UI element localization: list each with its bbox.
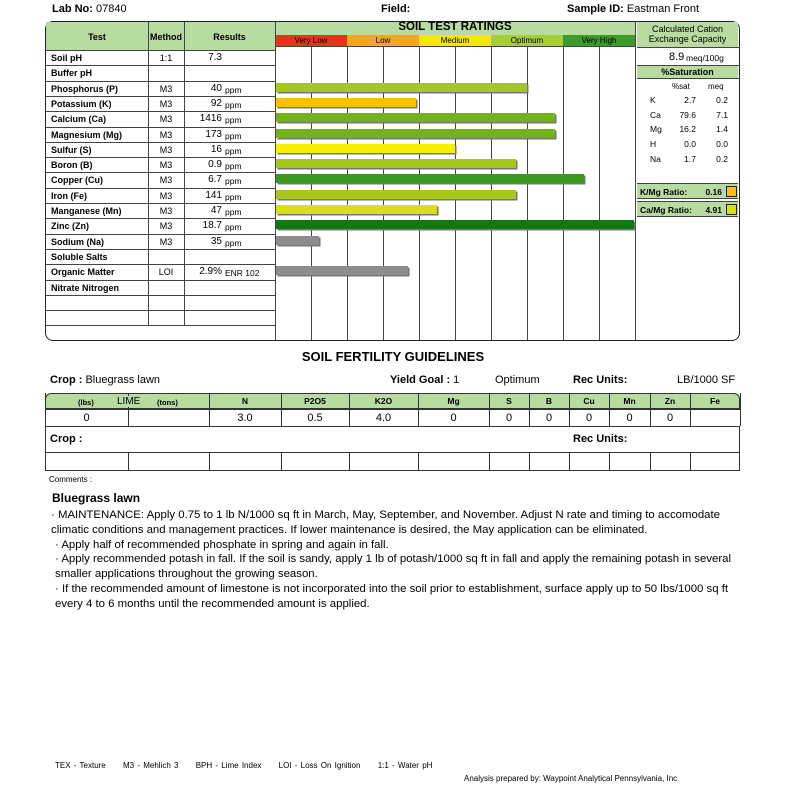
kmg-ratio-label: K/Mg Ratio:	[640, 187, 688, 197]
cation-sat: 16.2	[679, 124, 696, 135]
test-name: Sodium (Na)	[51, 236, 104, 247]
crop2-box	[45, 426, 740, 471]
recommendation-value: 3.0	[237, 412, 253, 424]
cation-sat: 1.7	[684, 153, 696, 164]
test-unit: ppm	[225, 207, 242, 217]
test-method: M3	[159, 236, 173, 247]
test-method: M3	[159, 144, 173, 155]
prepared-by: Analysis prepared by: Waypoint Analytical Pennsylvania, Inc	[464, 774, 678, 783]
test-method: LOI	[158, 267, 174, 278]
test-name: Potassium (K)	[51, 98, 112, 109]
cation-meq: 7.1	[716, 109, 728, 120]
comment-paragraph: · If the recommended amount of limestone is not incorporated into the soil prior to establishment, surface apply up to 50 lbs/1000 sq ft every 4 to 6 months until the recommended amount is applied.	[55, 582, 729, 610]
nutrient-header-mn: Mn	[623, 396, 636, 406]
test-value: 18.7	[202, 220, 222, 232]
lime-label: LIME	[117, 396, 141, 407]
nutrient-header-mg: Mg	[447, 396, 460, 406]
cation-sat: 79.6	[679, 109, 696, 120]
cation-name: H	[650, 139, 657, 150]
cation-meq: 0.2	[716, 153, 728, 164]
col-sat: %sat	[672, 82, 690, 91]
test-value: 173	[205, 128, 222, 140]
recommendation-value: 0	[666, 412, 674, 424]
test-unit: ppm	[225, 176, 242, 187]
test-value: 35	[210, 235, 222, 247]
cec-title-line2: Exchange Capacity	[648, 34, 727, 44]
crop2-label: Crop :	[50, 433, 83, 445]
lab-no-label: Lab No:	[52, 3, 93, 15]
test-value: 7.3	[208, 52, 222, 63]
test-method: M3	[159, 98, 173, 109]
test-value: 16	[210, 143, 222, 155]
test-unit: ENR 102	[225, 268, 260, 279]
comments-body	[51, 508, 743, 612]
rating-scale-very-high: Very High	[563, 35, 635, 46]
cation-name: Ca	[650, 109, 661, 120]
guidelines-title: SOIL FERTILITY GUIDELINES	[301, 349, 485, 364]
cation-sat: 2.7	[684, 95, 696, 105]
rec-units-label: Rec Units:	[573, 374, 628, 386]
lime-tons: (tons)	[157, 398, 178, 407]
recommendation-value: 0	[626, 412, 633, 424]
test-name: Boron (B)	[51, 160, 93, 171]
col-header-test: Test	[88, 32, 106, 42]
test-name: Nitrate Nitrogen	[51, 282, 120, 293]
test-unit: ppm	[225, 222, 242, 233]
grid-line	[209, 452, 210, 471]
test-method: M3	[159, 114, 173, 125]
nutrient-header-n: N	[241, 396, 249, 406]
cation-name: Mg	[650, 124, 662, 135]
test-unit: ppm	[225, 145, 242, 156]
recommendation-value: 0	[545, 412, 553, 424]
rating-scale-very-low: Very Low	[275, 35, 347, 46]
cec-title-line1: Calculated Cation	[651, 24, 724, 34]
kmg-ratio-value: 0.16	[705, 187, 722, 197]
grid-line	[489, 452, 490, 471]
grid-line	[740, 393, 741, 426]
legend-item: BPH - Lime Index	[195, 761, 262, 770]
test-name: Iron (Fe)	[51, 190, 87, 201]
grid-line	[281, 452, 282, 471]
test-name: Zinc (Zn)	[51, 221, 89, 232]
crop-label: Crop :	[50, 374, 83, 386]
grid-line	[418, 452, 419, 471]
rating-scale-medium: Medium	[419, 35, 491, 46]
cation-sat: 0.0	[684, 139, 696, 150]
test-method: M3	[159, 175, 173, 186]
test-name: Magnesium (Mg)	[51, 129, 122, 140]
test-value: 141	[205, 189, 222, 201]
test-unit: ppm	[225, 115, 242, 126]
grid-line	[529, 452, 530, 471]
lime-lbs: (lbs)	[78, 398, 94, 407]
test-value: 92	[210, 97, 222, 109]
test-name: Buffer pH	[51, 68, 92, 79]
rec-units2-label: Rec Units:	[573, 433, 628, 445]
test-value: 2.9%	[199, 266, 222, 278]
test-name: Copper (Cu)	[51, 175, 103, 186]
rec-units-value: LB/1000 SF	[677, 374, 736, 386]
col-header-results: Results	[213, 32, 246, 42]
grid-line	[609, 452, 610, 471]
test-value: 1416	[199, 113, 222, 125]
test-value: 47	[210, 205, 222, 216]
comment-paragraph: · Apply half of recommended phosphate in spring and again in fall.	[55, 538, 389, 551]
grid-line	[45, 452, 740, 453]
cation-name: K	[650, 95, 656, 105]
camg-ratio-value: 4.91	[705, 205, 722, 215]
test-method: M3	[159, 160, 173, 171]
camg-ratio-label: Ca/Mg Ratio:	[640, 205, 692, 215]
grid-line	[128, 452, 129, 471]
comment-paragraph: · MAINTENANCE: Apply 0.75 to 1 lb N/1000 sq ft in March, May, September, and November. Adjust N rate and timing to accomodate climatic conditions and management practices. If lower maintenance is desired, the May application can be eliminated.	[51, 509, 720, 536]
comments-heading: Bluegrass lawn	[52, 491, 141, 505]
test-name: Organic Matter	[51, 267, 115, 278]
nutrient-header-cu: Cu	[583, 396, 595, 406]
test-name: Phosphorus (P)	[51, 83, 118, 94]
nutrient-header-s: S	[506, 396, 512, 406]
grid-line	[45, 409, 740, 410]
grid-line	[569, 452, 570, 471]
test-unit: ppm	[225, 191, 242, 202]
test-name: Manganese (Mn)	[51, 206, 122, 216]
cec-value: 8.9	[669, 51, 685, 63]
rating-scale-low: Low	[347, 35, 419, 46]
sample-id-value: Eastman Front	[626, 3, 700, 15]
cation-name: Na	[650, 153, 661, 164]
col-header-method: Method	[150, 32, 182, 42]
yield-goal-value: 1	[453, 374, 460, 386]
grid-line	[349, 452, 350, 471]
legend-item: M3 - Mehlich 3	[123, 761, 179, 770]
cation-meq: 0.0	[716, 139, 728, 150]
test-method: M3	[159, 206, 173, 216]
grid-line	[650, 452, 651, 471]
test-unit: ppm	[225, 84, 242, 95]
yield-goal-text: Optimum	[495, 374, 540, 386]
test-method: 1:1	[159, 53, 173, 63]
test-name: Soluble Salts	[51, 251, 108, 262]
saturation-label: %Saturation	[661, 67, 714, 77]
legend-item: LOI - Loss On Ignition	[278, 761, 361, 770]
field-label: Field:	[381, 3, 411, 15]
test-method: M3	[159, 83, 173, 94]
recommendation-value: 0	[585, 412, 593, 424]
grid-line	[45, 393, 46, 426]
ratings-title: SOIL TEST RATINGS	[398, 21, 512, 33]
recommendation-value: 0	[83, 412, 90, 424]
test-name: Calcium (Ca)	[51, 114, 107, 125]
test-value: 0.9	[208, 159, 222, 171]
recommendation-value: 0.5	[307, 412, 323, 424]
test-unit: ppm	[225, 237, 242, 248]
lab-no-value: 07840	[96, 3, 127, 15]
test-method: M3	[159, 221, 173, 232]
grid-line	[690, 452, 691, 471]
crop-value: Bluegrass lawn	[85, 374, 161, 386]
comments-label: Comments :	[49, 475, 93, 484]
rating-scale-optimum: Optimum	[491, 35, 563, 46]
nutrient-header-zn: Zn	[664, 396, 676, 406]
recommendation-value: 4.0	[375, 412, 392, 424]
yield-goal-label: Yield Goal :	[390, 374, 451, 386]
comment-paragraph: · Apply recommended potash in fall. If the soil is sandy, apply 1 lb of potash/1000 sq ft in fall and apply the remaining potash in several smaller applications throughout the growing season.	[55, 553, 732, 581]
legend-item: TEX - Texture	[55, 761, 106, 770]
cation-meq: 1.4	[716, 124, 728, 135]
test-name: Sulfur (S)	[51, 144, 92, 155]
test-value: 6.7	[208, 174, 222, 186]
nutrient-header-b: B	[545, 396, 553, 406]
footer-legend	[55, 761, 432, 770]
test-method: M3	[159, 190, 173, 201]
test-name: Soil pH	[51, 53, 82, 63]
test-unit: ppm	[225, 99, 242, 110]
legend-item: 1:1 - Water pH	[377, 761, 433, 770]
nutrient-header-fe: Fe	[710, 396, 720, 406]
cec-unit: meq/100g	[686, 53, 724, 63]
sample-id-label: Sample ID:	[567, 3, 624, 15]
col-meq: meq	[708, 82, 724, 91]
test-method: M3	[159, 129, 173, 140]
recommendation-value: 0	[505, 412, 513, 424]
nutrient-header-p2o5: P2O5	[304, 396, 326, 406]
test-value: 40	[210, 82, 222, 94]
nutrient-header-k2o: K2O	[374, 396, 393, 406]
test-unit: ppm	[225, 161, 242, 172]
test-unit: ppm	[225, 130, 242, 141]
cation-meq: 0.2	[716, 95, 728, 105]
recommendation-value: 0	[450, 412, 457, 424]
